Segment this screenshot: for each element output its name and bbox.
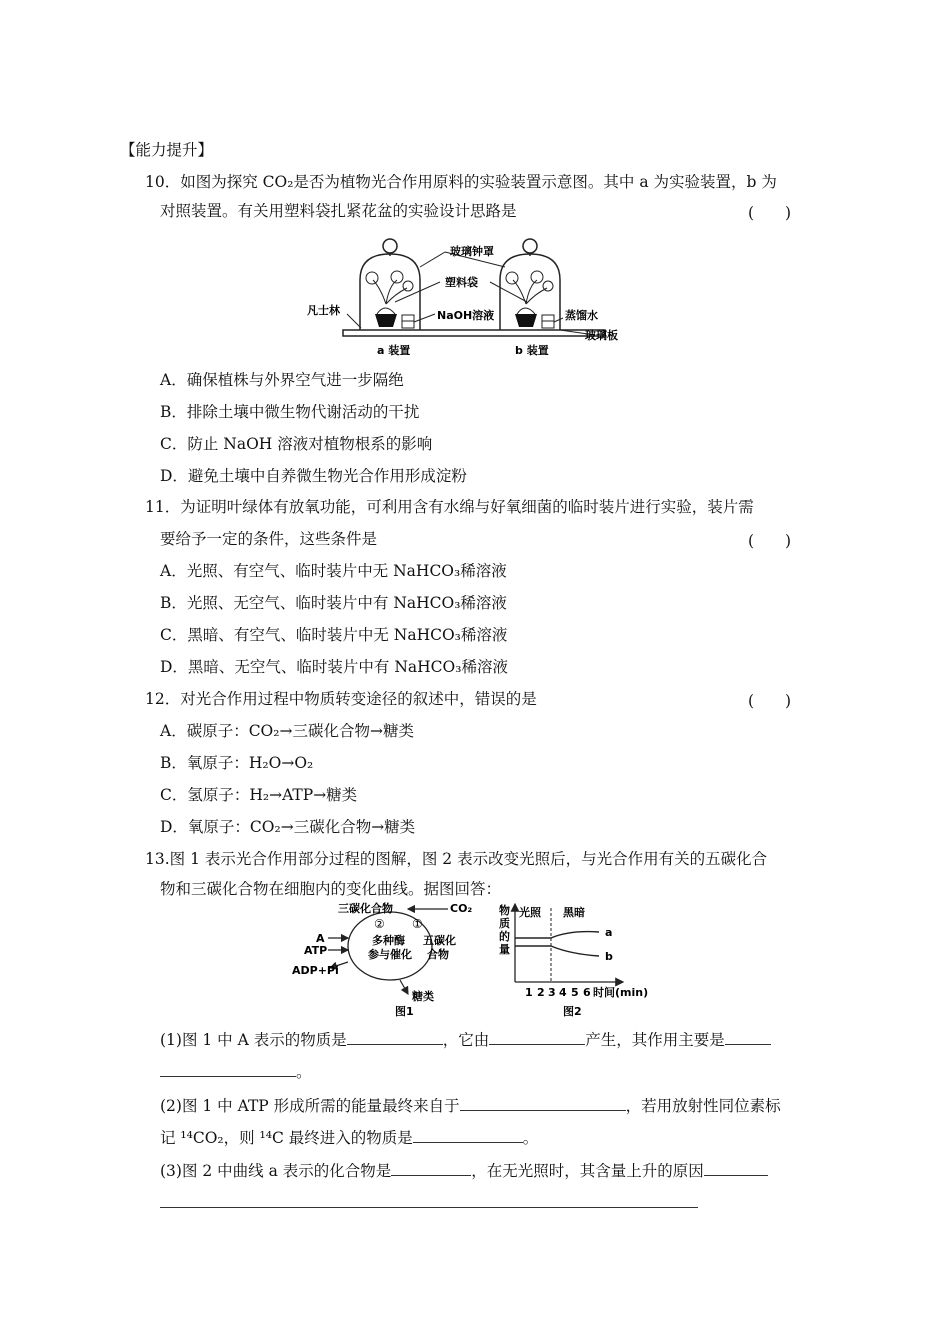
bell-jar-label: 玻璃钟罩 [450, 245, 494, 258]
q10-option-a[interactable]: A．确保植株与外界空气进一步隔绝 [160, 371, 404, 389]
q13-sub2-line2 [160, 1128, 538, 1148]
fig1-enzyme-label-1: 多种酶 [372, 934, 405, 947]
naoh-label: NaOH溶液 [437, 309, 495, 322]
q11-option-a[interactable]: A．光照、有空气、临时装片中无 NaHCO₃稀溶液 [160, 562, 507, 580]
q13-sub1-line1 [160, 1030, 771, 1050]
section-heading: 【能力提升】 [120, 141, 214, 159]
fig2-curve-a [515, 932, 599, 938]
q13-sub2-text-b: ，若用放射性同位素标 [625, 1097, 781, 1115]
vaseline-label: 凡士林 [307, 304, 340, 317]
q13-sub2-text-c: 记 ¹⁴CO₂，则 ¹⁴C 最终进入的物质是 [160, 1129, 413, 1147]
q13-sub1-blank-3[interactable] [725, 1030, 771, 1045]
fig2-ylabel-4: 量 [499, 943, 510, 956]
q13-sub1-blank-2[interactable] [489, 1030, 585, 1045]
fig1-c5-label-2: 合物 [427, 948, 449, 961]
fig2-curve-b-label: b [605, 950, 613, 963]
q10-option-b[interactable]: B．排除土壤中微生物代谢活动的干扰 [160, 403, 420, 421]
q13-sub2-blank-1[interactable] [460, 1096, 626, 1111]
fig1-c5-label-1: 五碳化 [423, 934, 456, 947]
fig2-tick-5: 5 [571, 986, 579, 999]
fig2-ylabel-2: 质 [499, 917, 510, 930]
q12-answer-paren[interactable]: ( ) [748, 692, 792, 710]
q13-sub1-text-c: 产生，其作用主要是 [585, 1031, 725, 1049]
fig1-step1: ① [412, 917, 423, 931]
q13-stem-line2: 物和三碳化合物在细胞内的变化曲线。据图回答： [160, 880, 502, 898]
q13-sub1-text-b: ，它由 [442, 1031, 490, 1049]
q13-sub1-end: 。 [296, 1063, 312, 1081]
q13-stem-line1: 13.图 1 表示光合作用部分过程的图解，图 2 表示改变光照后，与光合作用有关的五碳化合 [145, 850, 768, 868]
plastic-bag-label: 塑料袋 [445, 276, 478, 289]
fig1-atp-label: ATP [304, 944, 328, 957]
q13-sub1-blank-3-cont[interactable] [160, 1062, 296, 1077]
q12-option-b[interactable]: B．氧原子：H₂O→O₂ [160, 754, 314, 772]
fig2-ylabel-3: 的 [499, 930, 510, 943]
water-label: 蒸馏水 [565, 309, 598, 322]
q11-answer-paren[interactable]: ( ) [748, 532, 792, 550]
fig2-ylabel-1: 物 [499, 904, 510, 917]
fig1-adp-label: ADP+Pi [292, 964, 339, 977]
fig2-dark-label: 黑暗 [563, 906, 585, 919]
fig2-tick-1: 1 [525, 986, 533, 999]
q13-sub1-text-a: (1)图 1 中 A 表示的物质是 [160, 1031, 347, 1049]
fig1-enzyme-label-2: 参与催化 [368, 948, 412, 961]
q13-sub3-blank-1[interactable] [391, 1161, 471, 1176]
q13-figure1-cycle [290, 898, 490, 1018]
q11-stem-line2: 要给予一定的条件，这些条件是 [160, 530, 378, 548]
q13-sub3-blank-2-cont[interactable] [160, 1193, 698, 1208]
q10-stem-line1: 10．如图为探究 CO₂是否为植物光合作用原料的实验装置示意图。其中 a 为实验装置，b 为 [145, 173, 777, 191]
q13-sub3-text-a: (3)图 2 中曲线 a 表示的化合物是 [160, 1162, 392, 1180]
q10-stem-line2: 对照装置。有关用塑料袋扎紧花盆的实验设计思路是 [160, 202, 517, 220]
q12-option-c[interactable]: C．氢原子：H₂→ATP→糖类 [160, 786, 358, 804]
q13-sub2-end: 。 [522, 1129, 539, 1147]
q13-sub3-line2 [160, 1193, 698, 1213]
q13-sub1-line2 [160, 1062, 312, 1082]
q10-option-c[interactable]: C．防止 NaOH 溶液对植物根系的影响 [160, 435, 433, 453]
q10-answer-paren[interactable]: ( ) [748, 204, 792, 222]
q13-sub2-blank-2[interactable] [413, 1128, 523, 1143]
fig2-curve-b [515, 946, 599, 956]
fig2-caption: 图2 [563, 1005, 582, 1018]
fig2-tick-2: 2 [537, 986, 545, 999]
glass-plate-label: 玻璃板 [585, 329, 618, 342]
fig2-xlabel: 时间(min) [593, 986, 649, 999]
apparatus-a-label: a 装置 [377, 344, 411, 357]
fig1-a-label: A [316, 932, 325, 945]
q10-apparatus-figure [305, 222, 625, 362]
fig2-tick-4: 4 [559, 986, 567, 999]
apparatus-b-label: b 装置 [515, 344, 549, 357]
q12-option-d[interactable]: D．氧原子：CO₂→三碳化合物→糖类 [160, 818, 416, 836]
fig1-step2: ② [374, 917, 385, 931]
q13-sub3-line1 [160, 1161, 768, 1181]
fig2-tick-3: 3 [548, 986, 556, 999]
fig1-c3-label: 三碳化合物 [338, 902, 393, 915]
fig2-curve-a-label: a [605, 926, 613, 939]
q13-sub2-text-a: (2)图 1 中 ATP 形成所需的能量最终来自于 [160, 1097, 460, 1115]
q11-option-c[interactable]: C．黑暗、有空气、临时装片中无 NaHCO₃稀溶液 [160, 626, 508, 644]
q13-sub2-line1 [160, 1096, 781, 1116]
q13-sub3-blank-2[interactable] [704, 1161, 768, 1176]
fig1-co2-label: CO₂ [450, 902, 473, 915]
q12-stem: 12．对光合作用过程中物质转变途径的叙述中，错误的是 [145, 690, 537, 708]
q11-option-d[interactable]: D．黑暗、无空气、临时装片中有 NaHCO₃稀溶液 [160, 658, 508, 676]
fig2-tick-6: 6 [583, 986, 591, 999]
q13-sub1-blank-1[interactable] [347, 1030, 443, 1045]
q12-option-a[interactable]: A．碳原子：CO₂→三碳化合物→糖类 [160, 722, 414, 740]
fig1-caption: 图1 [395, 1005, 414, 1018]
fig2-light-label: 光照 [519, 906, 541, 919]
q13-sub3-text-b: ，在无光照时，其含量上升的原因 [471, 1162, 704, 1180]
q10-option-d[interactable]: D．避免土壤中自养微生物光合作用形成淀粉 [160, 467, 467, 485]
q11-option-b[interactable]: B．光照、无空气、临时装片中有 NaHCO₃稀溶液 [160, 594, 507, 612]
fig1-sugar-label: 糖类 [412, 990, 434, 1003]
q11-stem-line1: 11．为证明叶绿体有放氧功能，可利用含有水绵与好氧细菌的临时装片进行实验，装片需 [145, 498, 754, 516]
q13-figure2-chart [495, 898, 665, 1018]
